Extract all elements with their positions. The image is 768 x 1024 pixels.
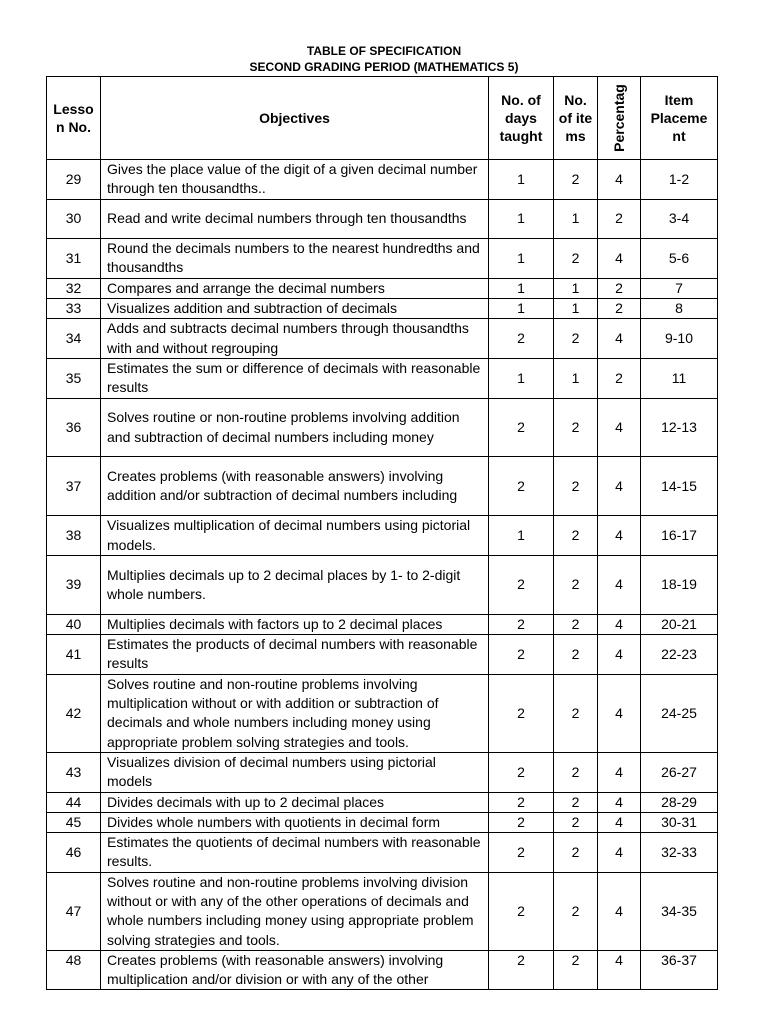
header-percentage-label: Percentag xyxy=(611,84,627,152)
days-taught-cell: 1 xyxy=(489,278,554,298)
table-row xyxy=(47,160,718,200)
days-taught-cell: 2 xyxy=(489,635,554,675)
objective-cell: Read and write decimal numbers through ten thousandths xyxy=(101,199,489,239)
item-placement-cell: 14-15 xyxy=(641,457,718,516)
lesson-no-cell: 30 xyxy=(47,199,101,239)
objective-cell: Gives the place value of the digit of a given decimal number through ten thousandths.. xyxy=(101,160,489,200)
percentage-cell: 4 xyxy=(598,398,641,457)
percentage-cell: 4 xyxy=(598,752,641,792)
table-row xyxy=(47,812,718,832)
percentage-cell: 4 xyxy=(598,833,641,873)
days-taught-cell: 2 xyxy=(489,555,554,614)
percentage-cell: 4 xyxy=(598,319,641,359)
item-placement-cell: 5-6 xyxy=(641,239,718,279)
table-row xyxy=(47,674,718,752)
lesson-no-cell: 39 xyxy=(47,555,101,614)
no-of-items-cell: 2 xyxy=(554,516,598,556)
table-body xyxy=(47,160,718,990)
objective-cell: Visualizes multiplication of decimal numbers using pictorial models. xyxy=(101,516,489,556)
item-placement-cell: 9-10 xyxy=(641,319,718,359)
no-of-items-cell: 1 xyxy=(554,299,598,319)
days-taught-cell: 2 xyxy=(489,614,554,634)
percentage-cell: 4 xyxy=(598,614,641,634)
lesson-no-cell: 48 xyxy=(47,950,101,990)
item-placement-cell: 26-27 xyxy=(641,752,718,792)
table-row xyxy=(47,239,718,279)
no-of-items-cell: 1 xyxy=(554,278,598,298)
item-placement-cell: 32-33 xyxy=(641,833,718,873)
header-objectives: Objectives xyxy=(101,77,489,160)
specification-table xyxy=(46,76,718,990)
no-of-items-cell: 2 xyxy=(554,635,598,675)
percentage-cell: 4 xyxy=(598,950,641,990)
item-placement-cell: 16-17 xyxy=(641,516,718,556)
percentage-cell: 4 xyxy=(598,239,641,279)
percentage-cell: 4 xyxy=(598,160,641,200)
percentage-cell: 4 xyxy=(598,872,641,950)
lesson-no-cell: 44 xyxy=(47,792,101,812)
days-taught-cell: 1 xyxy=(489,239,554,279)
lesson-no-cell: 40 xyxy=(47,614,101,634)
percentage-cell: 2 xyxy=(598,199,641,239)
days-taught-cell: 2 xyxy=(489,950,554,990)
days-taught-cell: 2 xyxy=(489,457,554,516)
item-placement-cell: 34-35 xyxy=(641,872,718,950)
percentage-cell: 4 xyxy=(598,516,641,556)
no-of-items-cell: 2 xyxy=(554,319,598,359)
objective-cell: Solves routine or non-routine problems involving addition and subtraction of decimal numbers including money xyxy=(101,398,489,457)
no-of-items-cell: 2 xyxy=(554,674,598,752)
no-of-items-cell: 2 xyxy=(554,457,598,516)
lesson-no-cell: 31 xyxy=(47,239,101,279)
objective-cell: Estimates the sum or difference of decimals with reasonable results xyxy=(101,358,489,398)
item-placement-cell: 8 xyxy=(641,299,718,319)
item-placement-cell: 36-37 xyxy=(641,950,718,990)
lesson-no-cell: 47 xyxy=(47,872,101,950)
days-taught-cell: 2 xyxy=(489,872,554,950)
days-taught-cell: 1 xyxy=(489,160,554,200)
no-of-items-cell: 2 xyxy=(554,398,598,457)
days-taught-cell: 2 xyxy=(489,319,554,359)
lesson-no-cell: 29 xyxy=(47,160,101,200)
item-placement-cell: 28-29 xyxy=(641,792,718,812)
percentage-cell: 2 xyxy=(598,278,641,298)
item-placement-cell: 12-13 xyxy=(641,398,718,457)
objective-cell: Divides decimals with up to 2 decimal places xyxy=(101,792,489,812)
item-placement-cell: 11 xyxy=(641,358,718,398)
lesson-no-cell: 34 xyxy=(47,319,101,359)
item-placement-cell: 24-25 xyxy=(641,674,718,752)
table-row xyxy=(47,299,718,319)
lesson-no-cell: 33 xyxy=(47,299,101,319)
objective-cell: Estimates the products of decimal numbers with reasonable results xyxy=(101,635,489,675)
no-of-items-cell: 2 xyxy=(554,239,598,279)
objective-cell: Solves routine and non-routine problems involving division without or with any of the other operations of decimals and whole numbers including money using appropriate problem solving strategies and tools. xyxy=(101,872,489,950)
header-no-of-items: No. of ite ms xyxy=(554,77,598,160)
document-title: TABLE OF SPECIFICATION xyxy=(306,44,462,58)
percentage-cell: 2 xyxy=(598,299,641,319)
no-of-items-cell: 2 xyxy=(554,872,598,950)
objective-cell: Visualizes division of decimal numbers using pictorial models xyxy=(101,752,489,792)
objective-cell: Compares and arrange the decimal numbers xyxy=(101,278,489,298)
table-row xyxy=(47,555,718,614)
lesson-no-cell: 41 xyxy=(47,635,101,675)
item-placement-cell: 7 xyxy=(641,278,718,298)
lesson-no-cell: 46 xyxy=(47,833,101,873)
objective-cell: Creates problems (with reasonable answers) involving multiplication and/or division or with any of the other xyxy=(101,950,489,990)
table-row xyxy=(47,792,718,812)
item-placement-cell: 30-31 xyxy=(641,812,718,832)
no-of-items-cell: 1 xyxy=(554,358,598,398)
days-taught-cell: 2 xyxy=(489,752,554,792)
header-percentage xyxy=(598,77,641,160)
objective-cell: Estimates the quotients of decimal numbers with reasonable results. xyxy=(101,833,489,873)
table-row xyxy=(47,358,718,398)
table-row xyxy=(47,635,718,675)
header-days-taught: No. of days taught xyxy=(489,77,554,160)
item-placement-cell: 3-4 xyxy=(641,199,718,239)
objective-cell: Round the decimals numbers to the nearest hundredths and thousandths xyxy=(101,239,489,279)
no-of-items-cell: 2 xyxy=(554,555,598,614)
percentage-cell: 4 xyxy=(598,674,641,752)
percentage-cell: 4 xyxy=(598,555,641,614)
lesson-no-cell: 45 xyxy=(47,812,101,832)
days-taught-cell: 2 xyxy=(489,398,554,457)
lesson-no-cell: 35 xyxy=(47,358,101,398)
days-taught-cell: 2 xyxy=(489,674,554,752)
table-row xyxy=(47,319,718,359)
table-row xyxy=(47,457,718,516)
table-header-row xyxy=(47,77,718,160)
objective-cell: Creates problems (with reasonable answers) involving addition and/or subtraction of decimal numbers including xyxy=(101,457,489,516)
item-placement-cell: 18-19 xyxy=(641,555,718,614)
no-of-items-cell: 2 xyxy=(554,160,598,200)
days-taught-cell: 2 xyxy=(489,812,554,832)
no-of-items-cell: 2 xyxy=(554,752,598,792)
no-of-items-cell: 1 xyxy=(554,199,598,239)
item-placement-cell: 20-21 xyxy=(641,614,718,634)
header-lesson-no: Lesso n No. xyxy=(47,77,101,160)
no-of-items-cell: 2 xyxy=(554,833,598,873)
days-taught-cell: 1 xyxy=(489,299,554,319)
percentage-cell: 4 xyxy=(598,812,641,832)
days-taught-cell: 1 xyxy=(489,199,554,239)
item-placement-cell: 22-23 xyxy=(641,635,718,675)
lesson-no-cell: 36 xyxy=(47,398,101,457)
item-placement-cell: 1-2 xyxy=(641,160,718,200)
days-taught-cell: 1 xyxy=(489,358,554,398)
days-taught-cell: 2 xyxy=(489,833,554,873)
document-header xyxy=(0,43,768,75)
table-row xyxy=(47,398,718,457)
table-row xyxy=(47,833,718,873)
no-of-items-cell: 2 xyxy=(554,950,598,990)
objective-cell: Multiplies decimals up to 2 decimal places by 1- to 2-digit whole numbers. xyxy=(101,555,489,614)
objective-cell: Solves routine and non-routine problems involving multiplication without or with addition or subtraction of decimals and whole numbers including money using appropriate problem solving strategies and tools. xyxy=(101,674,489,752)
no-of-items-cell: 2 xyxy=(554,614,598,634)
table-row xyxy=(47,278,718,298)
lesson-no-cell: 32 xyxy=(47,278,101,298)
objective-cell: Adds and subtracts decimal numbers through thousandths with and without regrouping xyxy=(101,319,489,359)
objective-cell: Divides whole numbers with quotients in decimal form xyxy=(101,812,489,832)
percentage-cell: 4 xyxy=(598,635,641,675)
lesson-no-cell: 38 xyxy=(47,516,101,556)
table-row xyxy=(47,872,718,950)
percentage-cell: 2 xyxy=(598,358,641,398)
objective-cell: Multiplies decimals with factors up to 2 decimal places xyxy=(101,614,489,634)
table-row xyxy=(47,516,718,556)
percentage-cell: 4 xyxy=(598,792,641,812)
header-item-placement: Item Placeme nt xyxy=(641,77,718,160)
percentage-cell: 4 xyxy=(598,457,641,516)
lesson-no-cell: 37 xyxy=(47,457,101,516)
document-subtitle: SECOND GRADING PERIOD (MATHEMATICS 5) xyxy=(249,60,519,74)
days-taught-cell: 2 xyxy=(489,792,554,812)
lesson-no-cell: 42 xyxy=(47,674,101,752)
table-row xyxy=(47,752,718,792)
no-of-items-cell: 2 xyxy=(554,792,598,812)
objective-cell: Visualizes addition and subtraction of decimals xyxy=(101,299,489,319)
no-of-items-cell: 2 xyxy=(554,812,598,832)
days-taught-cell: 1 xyxy=(489,516,554,556)
lesson-no-cell: 43 xyxy=(47,752,101,792)
table-row xyxy=(47,199,718,239)
table-row xyxy=(47,950,718,990)
table-row xyxy=(47,614,718,634)
